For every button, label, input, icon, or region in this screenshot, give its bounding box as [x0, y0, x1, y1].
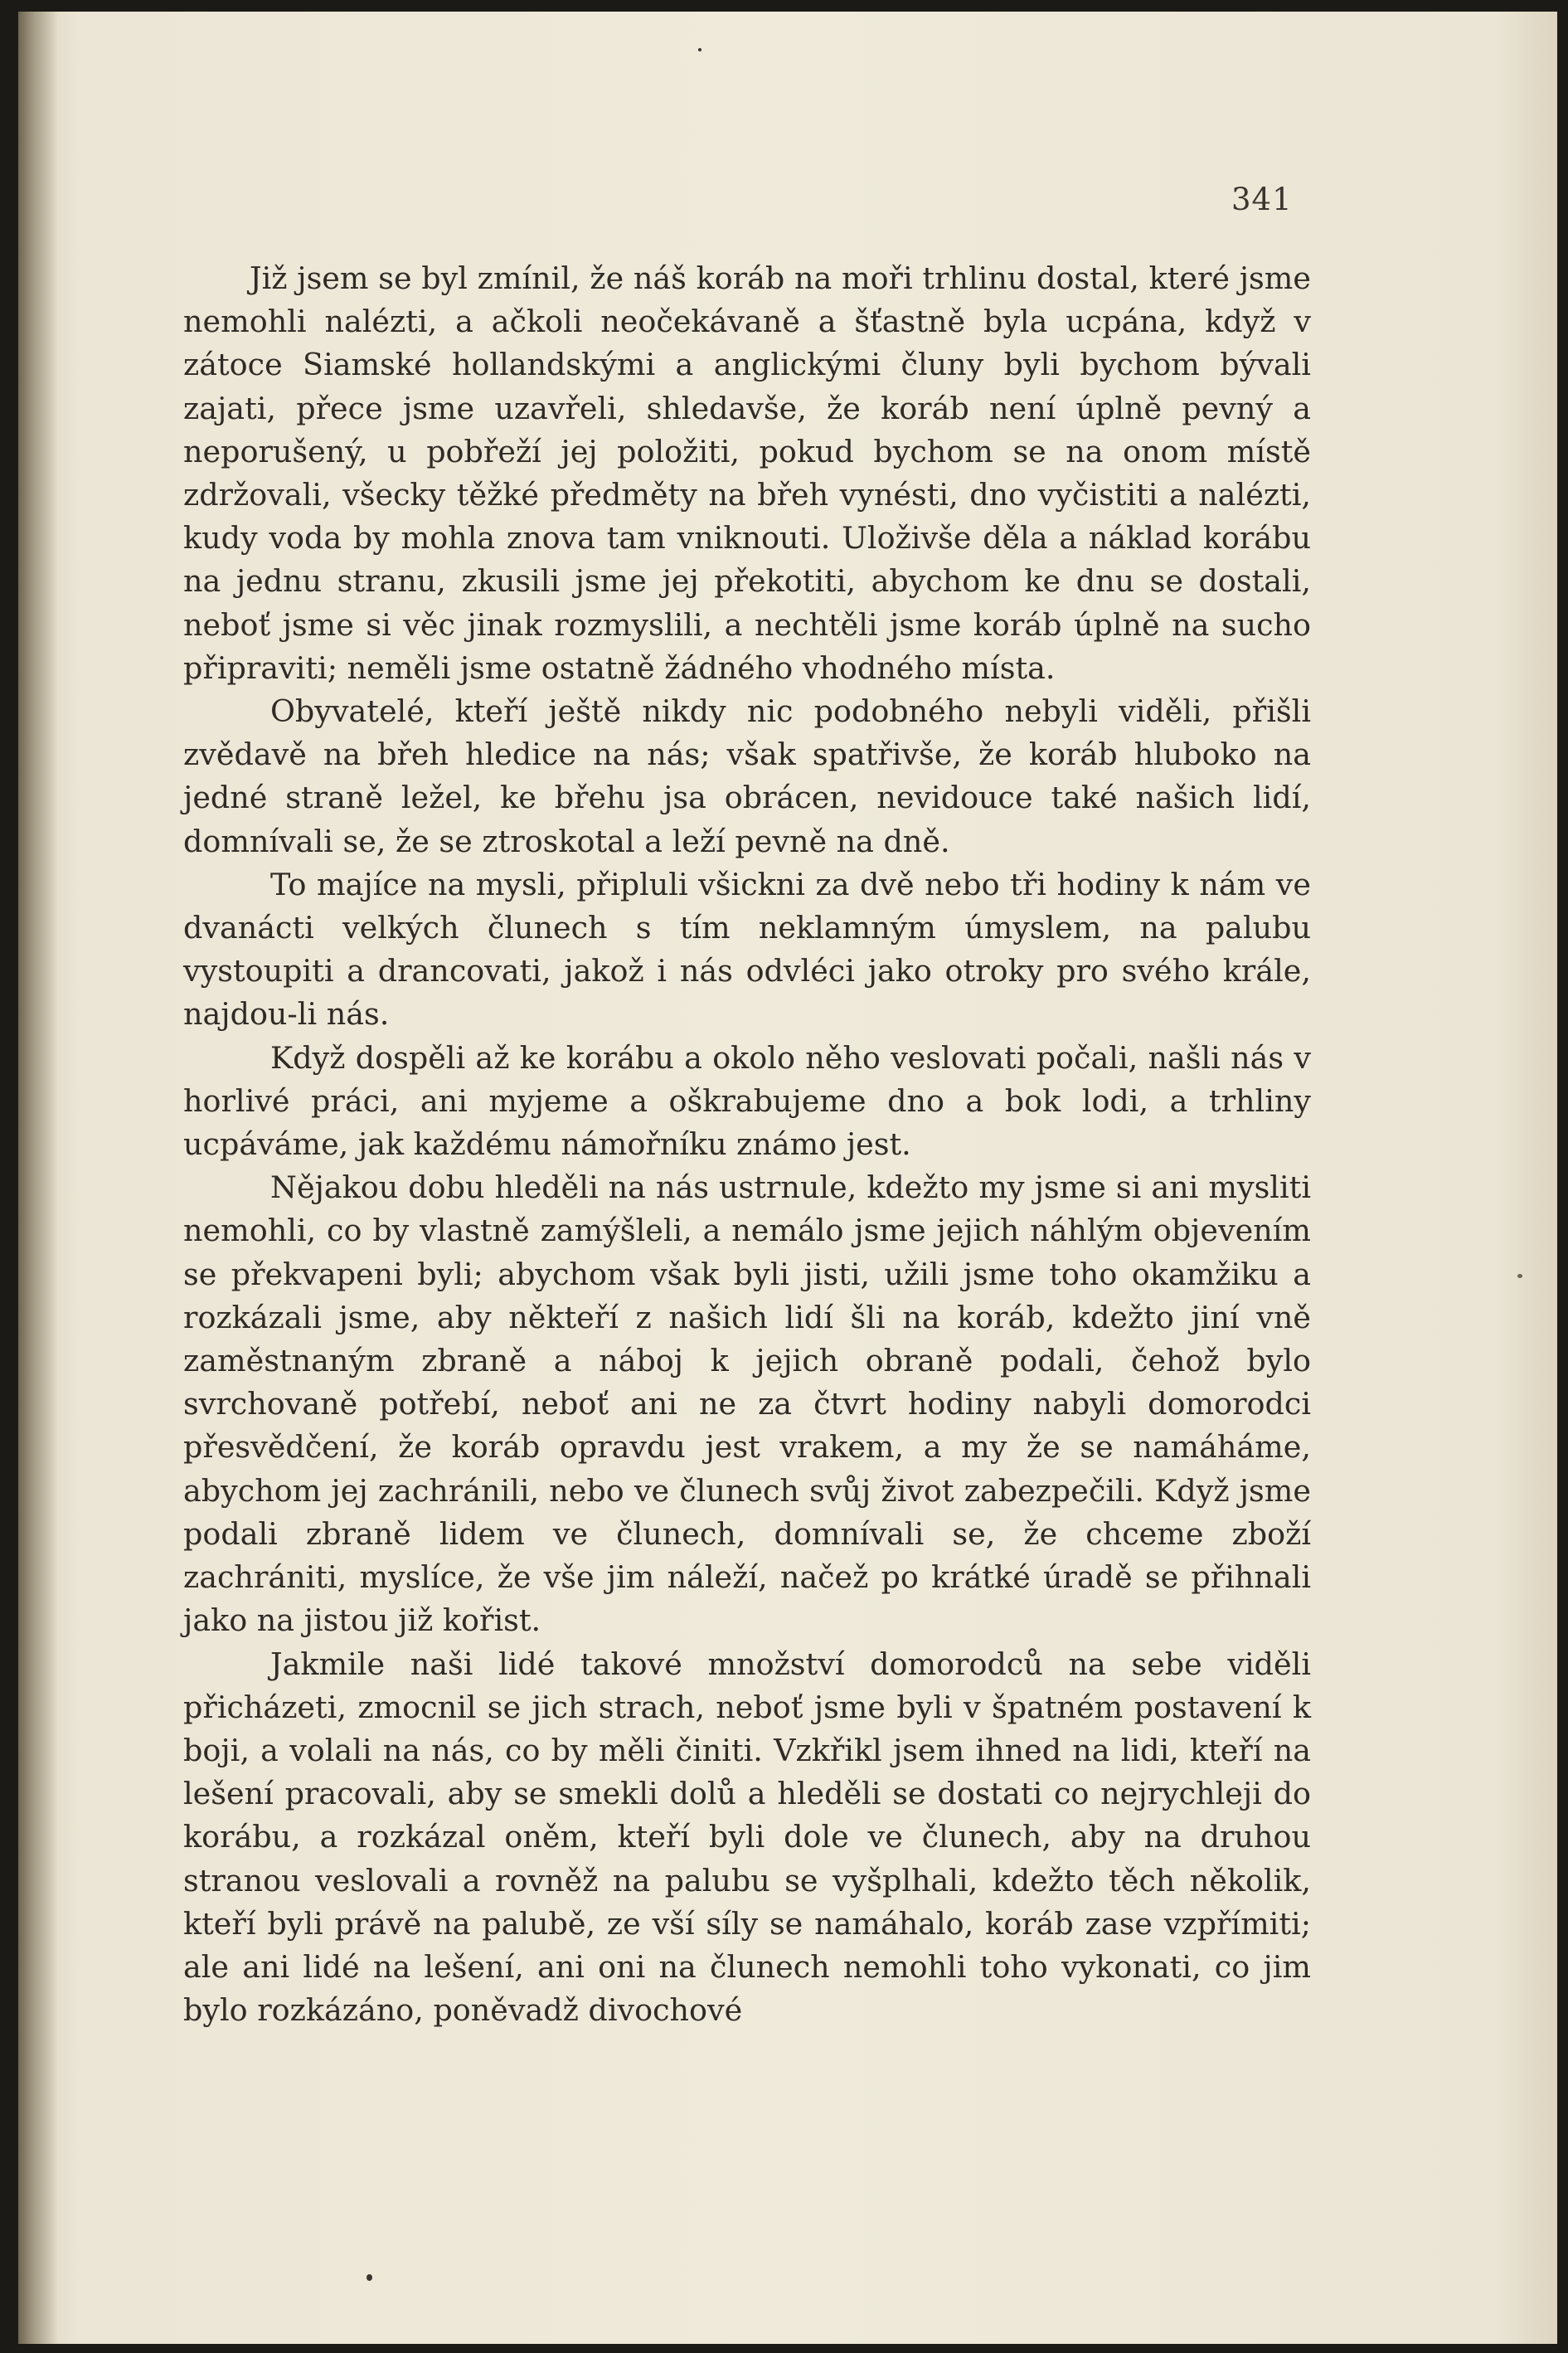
ink-speck [1517, 1274, 1522, 1278]
ink-speck [698, 48, 701, 51]
paragraph: Obyvatelé, kteří ještě nikdy nic podobného nebyli viděli, přišli zvědavě na břeh hledice na nás; však spatřivše, že koráb hluboko na jedné straně ležel, ke břehu jsa obrácen, nevidouce také našich lidí, domnívali se, že se ztroskotal a leží pevně na dně. [183, 693, 1311, 859]
binding-shadow [18, 12, 58, 2344]
paragraph: Již jsem se byl zmínil, že náš koráb na moři trhlinu dostal, které jsme nemohli nalézti, a ačkoli neočekávaně a šťastně byla ucpána, když v zátoce Siamské hollandskými a anglickými čluny byli bychom bývali zajati, přece jsme uzavřeli, shledavše, že koráb není úplně pevný a neporušený, u pobřeží jej položiti, pokud bychom se na onom místě zdržovali, všecky těžké předměty na břeh vynésti, dno vyčistiti a nalézti, kudy voda by mohla znova tam vniknouti. Uloživše děla a náklad korábu na jednu stranu, zkusili jsme jej překotiti, abychom ke dnu se dostali, neboť jsme si věc jinak rozmyslili, a nechtěli jsme koráb úplně na sucho připraviti; neměli jsme ostatně žádného vhodného místa. [183, 260, 1311, 686]
paragraph: To majíce na mysli, připluli všickni za dvě nebo tři hodiny k nám ve dvanácti velkých člunech s tím neklamným úmyslem, na palubu vystoupiti a drancovati, jakož i nás odvléci jako otroky pro svého krále, najdou-li nás. [183, 866, 1311, 1033]
body-text [183, 257, 1311, 2032]
paragraph: Jakmile naši lidé takové množství domorodců na sebe viděli přicházeti, zmocnil se jich strach, neboť jsme byli v špatném postavení k boji, a volali na nás, co by měli činiti. Vzkřikl jsem ihned na lidi, kteří na lešení pracovali, aby se smekli dolů a hleděli se dostati co nejrychleji do korábu, a rozkázal oněm, kteří byli dole ve člunech, aby na druhou stranou veslovali a rovněž na palubu se vyšplhali, kdežto těch několik, kteří byli právě na palubě, ze vší síly se namáhalo, koráb zase vzpřímiti; ale ani lidé na lešení, ani oni na člunech nemohli toho vykonati, co jim bylo rozkázáno, poněvadž divochové [183, 1646, 1311, 2029]
paragraph: Když dospěli až ke korábu a okolo něho veslovati počali, našli nás v horlivé práci, ani myjeme a oškrabujeme dno a bok lodi, a trhliny ucpáváme, jak každému námořníku známo jest. [183, 1039, 1311, 1163]
paragraph: Nějakou dobu hleděli na nás ustrnule, kdežto my jsme si ani mysliti nemohli, co by vlastně zamýšleli, a nemálo jsme jejich náhlým objevením se překvapeni byli; abychom však byli jisti, užili jsme toho okamžiku a rozkázali jsme, aby někteří z našich lidí šli na koráb, kdežto jiní vně zaměstnaným zbraně a náboj k jejich obraně podali, čehož bylo svrchovaně potřebí, neboť ani ne za čtvrt hodiny nabyli domorodci přesvědčení, že koráb opravdu jest vrakem, a my že se namáháme, abychom jej zachránili, nebo ve člunech svůj život zabezpečili. Když jsme podali zbraně lidem ve člunech, domnívali se, že chceme zboží zachrániti, myslíce, že vše jim náleží, načež po krátké úradě se přihnali jako na jistou již kořist. [183, 1169, 1311, 1639]
ink-speck [367, 2274, 372, 2281]
page-number: 341 [1231, 182, 1293, 217]
scanned-page [18, 12, 1557, 2344]
